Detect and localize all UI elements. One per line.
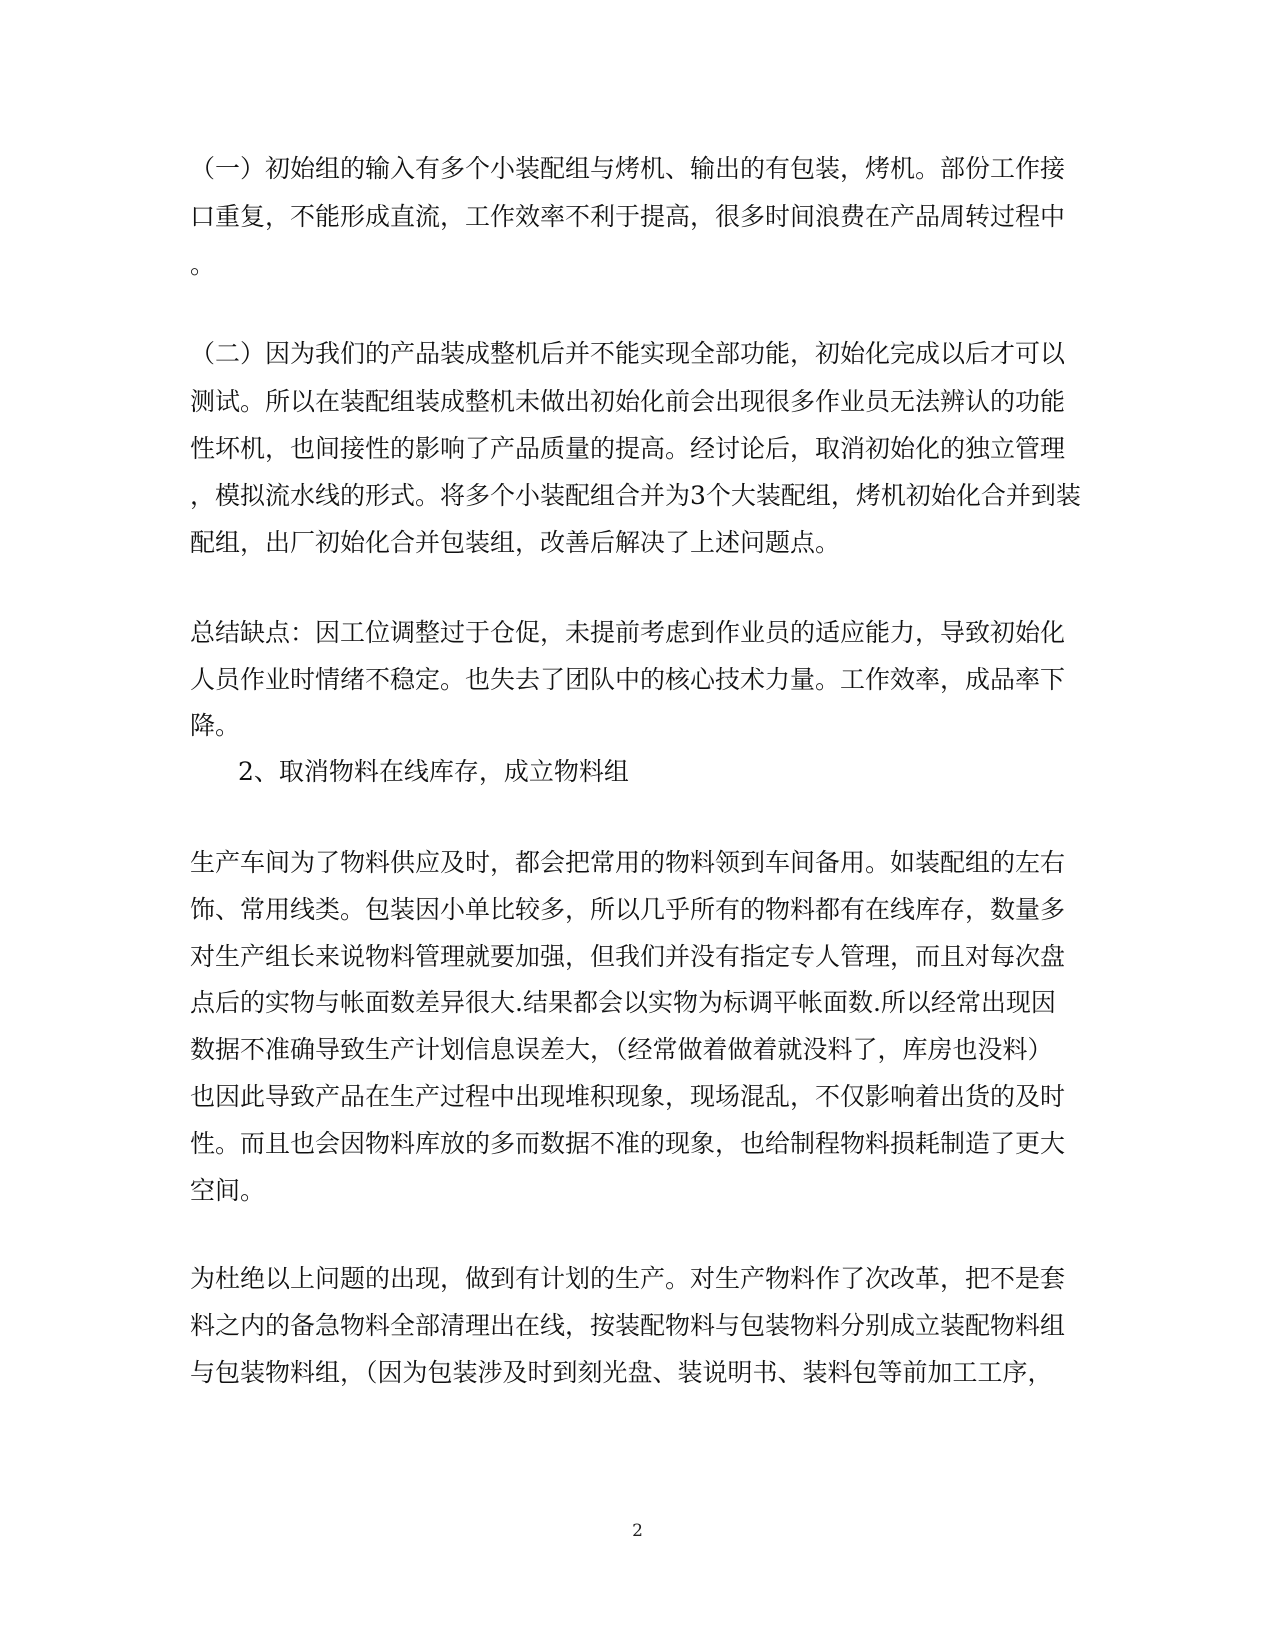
paragraph-3-line-2: 人员作业时情绪不稳定。也失去了团队中的核心技术力量。工作效率，成品率下 <box>190 665 1066 694</box>
paragraph-2-line-3: 性坏机，也间接性的影响了产品质量的提高。经讨论后，取消初始化的独立管理 <box>190 434 1066 463</box>
page-number: 2 <box>632 1521 643 1541</box>
paragraph-5-line-1: 为杜绝以上问题的出现，做到有计划的生产。对生产物料作了次改革，把不是套 <box>190 1264 1066 1293</box>
section-heading: 2、取消物料在线库存，成立物料组 <box>238 757 629 786</box>
paragraph-1-line-1: （一）初始组的输入有多个小装配组与烤机、输出的有包装，烤机。部份工作接 <box>190 154 1066 183</box>
paragraph-2-line-1: （二）因为我们的产品装成整机后并不能实现全部功能，初始化完成以后才可以 <box>190 339 1066 368</box>
paragraph-1-line-2: 口重复，不能形成直流，工作效率不利于提高，很多时间浪费在产品周转过程中 <box>190 202 1066 231</box>
paragraph-1-line-3: 。 <box>190 250 216 279</box>
paragraph-5-line-2: 料之内的备急物料全部清理出在线，按装配物料与包装物料分别成立装配物料组 <box>190 1311 1066 1340</box>
paragraph-4-line-4: 点后的实物与帐面数差异很大.结果都会以实物为标调平帐面数.所以经常出现因 <box>190 988 1056 1017</box>
paragraph-4-line-5: 数据不准确导致生产计划信息误差大，（经常做着做着就没料了，库房也没料） <box>190 1035 1053 1064</box>
paragraph-4-line-7: 性。而且也会因物料库放的多而数据不准的现象，也给制程物料损耗制造了更大 <box>190 1129 1066 1158</box>
paragraph-4-line-2: 饰、常用线类。包装因小单比较多，所以几乎所有的物料都有在线库存，数量多 <box>190 895 1066 924</box>
paragraph-2-line-5: 配组，出厂初始化合并包装组，改善后解决了上述问题点。 <box>190 528 841 557</box>
paragraph-4-line-6: 也因此导致产品在生产过程中出现堆积现象，现场混乱，不仅影响着出货的及时 <box>190 1082 1066 1111</box>
paragraph-4-line-3: 对生产组长来说物料管理就要加强，但我们并没有指定专人管理，而且对每次盘 <box>190 942 1066 971</box>
paragraph-2-line-4: ，模拟流水线的形式。将多个小装配组合并为3个大装配组，烤机初始化合并到装 <box>190 481 1081 510</box>
paragraph-5-line-3: 与包装物料组，（因为包装涉及时到刻光盘、装说明书、装料包等前加工工序， <box>190 1358 1053 1387</box>
paragraph-4-line-1: 生产车间为了物料供应及时，都会把常用的物料领到车间备用。如装配组的左右 <box>190 848 1066 877</box>
paragraph-4-line-8: 空间。 <box>190 1176 266 1205</box>
paragraph-2-line-2: 测试。所以在装配组装成整机未做出初始化前会出现很多作业员无法辨认的功能 <box>190 387 1066 416</box>
paragraph-3-line-1: 总结缺点：因工位调整过于仓促，未提前考虑到作业员的适应能力，导致初始化 <box>190 618 1066 647</box>
paragraph-3-line-3: 降。 <box>190 711 241 740</box>
